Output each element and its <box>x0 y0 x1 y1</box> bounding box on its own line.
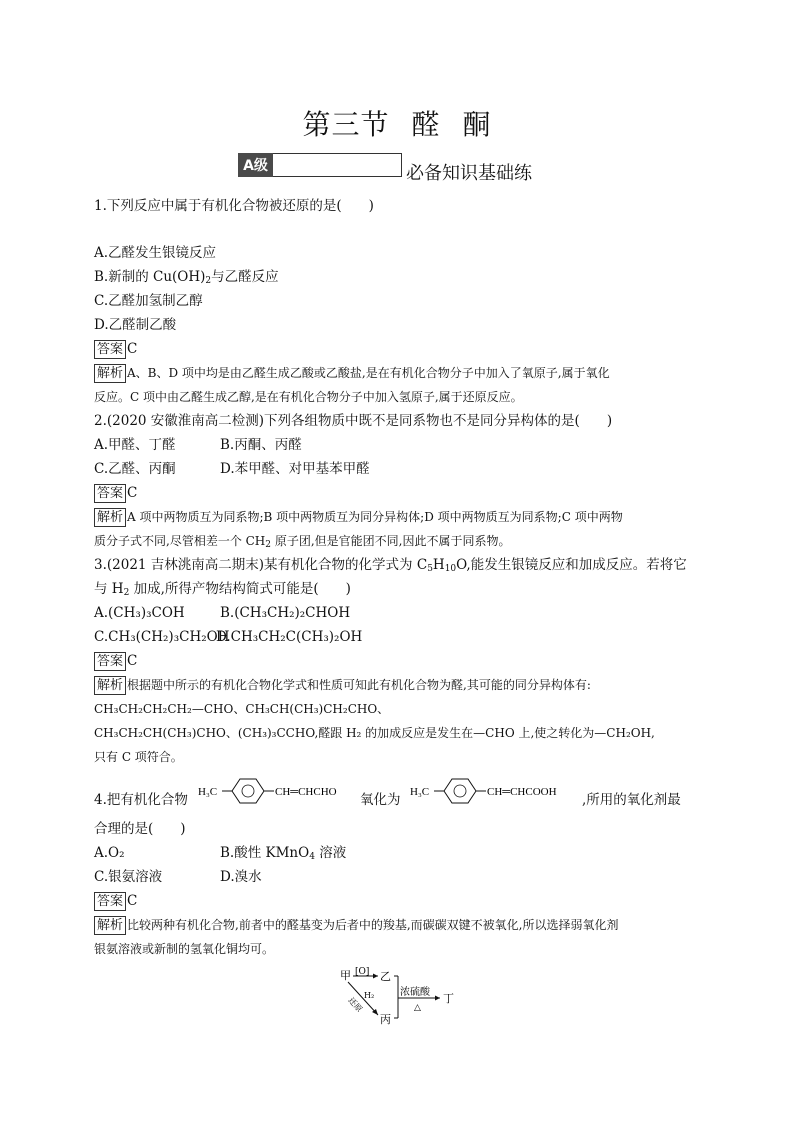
title-part-1: 第三节 <box>302 108 390 141</box>
diagram-reduce: 还原 <box>346 995 364 1014</box>
q1-answer: 答案 C <box>94 339 137 359</box>
q2-option-d: D.苯甲醛、对甲基苯甲醛 <box>220 461 370 477</box>
q1-option-c: C.乙醛加氢制乙醇 <box>94 293 203 309</box>
q1-analysis-line-1: 解析 A、B、D 项中均是由乙醛生成乙酸或乙酸盐,是在有机化合物分子中加入了氧原子,属于氧化 <box>94 363 610 383</box>
q2-analysis-line-1: 解析 A 项中两物质互为同系物;B 项中两物质互为同分异构体;D 项中两物质互为同系物;C 项中两物 <box>94 507 623 527</box>
level-header <box>238 152 532 184</box>
reaction-diagram <box>340 965 480 1027</box>
q4-analysis-line-1: 解析 比较两种有机化合物,前者中的醛基变为后者中的羧基,而碳碳双键不被氧化,所以选择弱氧化剂 <box>94 915 618 935</box>
q2-analysis-line-2: 质分子式不同,尽管相差一个 $CH_2$ 原子团,但是官能团不同,因此不属于同系物。 <box>94 534 511 550</box>
analysis-tag: 解析 <box>94 676 126 695</box>
diagram-heat: △ <box>414 1003 421 1013</box>
q2-option-b: B.丙酮、丙醛 <box>220 437 302 453</box>
q4-structure-1 <box>198 775 358 815</box>
q4-option-d: D.溴水 <box>220 869 262 885</box>
q3-analysis-line-1: 解析 根据题中所示的有机化合物化学式和性质可知此有机化合物为醛,其可能的同分异构体有: <box>94 675 591 695</box>
q3-answer: 答案 C <box>94 651 137 671</box>
q1-stem: 1.下列反应中属于有机化合物被还原的是( ) <box>94 198 374 214</box>
q1-analysis-line-2: 反应。C 项中由乙醛生成乙醇,是在有机化合物分子中加入氢原子,属于还原反应。 <box>94 390 523 404</box>
page-title <box>0 103 794 143</box>
struct2-methyl: H₃C <box>410 786 430 798</box>
diagram-bing: 丙 <box>380 1013 391 1026</box>
answer-tag: 答案 <box>94 892 126 911</box>
q4-stem-line-2: 合理的是( ) <box>94 821 186 837</box>
q2-answer: 答案 C <box>94 483 137 503</box>
q4-analysis-line-2: 银氨溶液或新制的氢氧化铜均可。 <box>94 942 275 956</box>
level-badge: A级 <box>238 153 273 177</box>
benzene-ring-1 <box>232 779 264 803</box>
title-part-3: 酮 <box>462 108 492 141</box>
answer-tag: 答案 <box>94 652 126 671</box>
diagram-h2: H₂ <box>364 991 375 1000</box>
title-part-2: 醛 <box>411 108 441 141</box>
level-label: 必备知识基础练 <box>406 163 532 184</box>
struct2-chain: CH═CHCOOH <box>487 786 557 798</box>
q3-stem-line-1: 3.(2021 吉林洮南高二期末)某有机化合物的化学式为 $C_5H_{10}O$,能发生银镜反应和加成反应。若将它 <box>94 557 687 574</box>
q4-option-b: B.酸性 KMnO$_4$ 溶液 <box>220 845 347 862</box>
diagram-oxidant: [O] <box>355 967 370 977</box>
diagram-jia: 甲 <box>340 969 351 982</box>
q2-option-a: A.甲醛、丁醛 <box>94 437 176 453</box>
struct1-methyl: H₃C <box>198 786 218 798</box>
q4-stem-mid: 氧化为 <box>360 792 401 808</box>
q3-stem-line-2: 与 $H_2$ 加成,所得产物结构简式可能是( ) <box>94 581 351 598</box>
analysis-tag: 解析 <box>94 508 126 527</box>
q1-option-a: A.乙醛发生银镜反应 <box>94 245 217 261</box>
q4-answer: 答案 C <box>94 891 137 911</box>
q4-option-a: A.O₂ <box>94 845 125 861</box>
q2-stem: 2.(2020 安徽淮南高二检测)下列各组物质中既不是同系物也不是同分异构体的是( ) <box>94 413 613 429</box>
q1-option-b: B.新制的 $Cu(OH)_2$与乙醛反应 <box>94 269 279 286</box>
analysis-tag: 解析 <box>94 916 126 935</box>
q3-option-c: C.CH₃(CH₂)₃CH₂OH <box>94 629 230 645</box>
q3-analysis-line-2: CH₃CH₂CH₂CH₂—CHO、CH₃CH(CH₃)CH₂CHO、 <box>94 702 390 716</box>
struct1-chain: CH═CHCHO <box>275 786 337 798</box>
benzene-ring-2 <box>444 779 476 803</box>
q4-option-c: C.银氨溶液 <box>94 869 163 885</box>
q3-option-b: B.(CH₃CH₂)₂CHOH <box>220 605 351 621</box>
diagram-acid: 浓硫酸 <box>400 987 430 998</box>
answer-tag: 答案 <box>94 484 126 503</box>
diagram-ding: 丁 <box>443 992 454 1005</box>
q3-analysis-line-3: CH₃CH₂CH(CH₃)CHO、(CH₃)₃CCHO,醛跟 H₂ 的加成反应是发生在—CHO 上,使之转化为—CH₂OH, <box>94 726 655 740</box>
q4-stem-pre: 4.把有机化合物 <box>94 792 188 808</box>
q1-option-d: D.乙醛制乙酸 <box>94 317 177 333</box>
q3-option-a: A.(CH₃)₃COH <box>94 605 185 621</box>
analysis-tag: 解析 <box>94 364 126 383</box>
q4-stem-post: ,所用的氧化剂最 <box>582 792 681 808</box>
diagram-yi: 乙 <box>380 970 391 983</box>
q3-analysis-line-4: 只有 C 项符合。 <box>94 750 183 764</box>
q2-option-c: C.乙醛、丙酮 <box>94 461 176 477</box>
q4-structure-2 <box>410 775 582 815</box>
q3-option-d: D.CH₃CH₂C(CH₃)₂OH <box>216 629 363 645</box>
answer-tag: 答案 <box>94 340 126 359</box>
level-box <box>273 153 402 177</box>
